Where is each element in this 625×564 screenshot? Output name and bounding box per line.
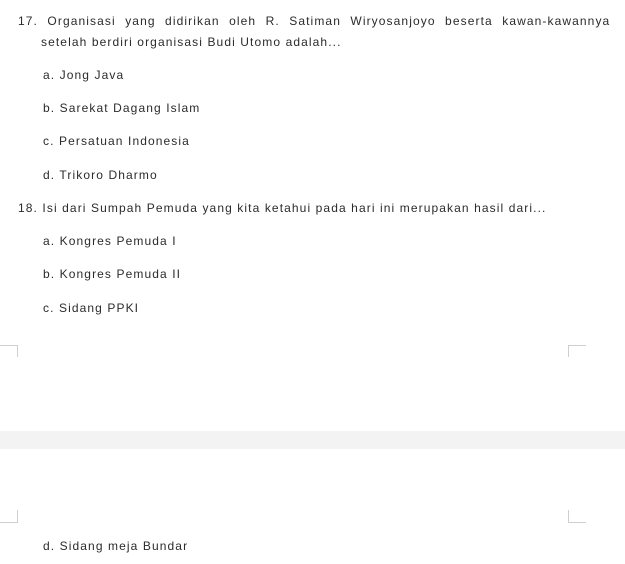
page-corner-mark-bottom-left [0, 510, 18, 523]
q17-option-a: a. Jong Java [43, 68, 125, 82]
page-corner-mark-top-left [0, 345, 18, 357]
q18-option-d: d. Sidang meja Bundar [43, 539, 189, 553]
question-17-text-continued: setelah berdiri organisasi Budi Utomo adalah... [41, 35, 342, 49]
page-corner-mark-bottom-right [568, 510, 586, 523]
page-corner-mark-top-right [568, 345, 586, 357]
question-18-text: 18. Isi dari Sumpah Pemuda yang kita ketahui pada hari ini merupakan hasil dari... [18, 201, 547, 215]
q18-option-a: a. Kongres Pemuda I [43, 234, 177, 248]
q18-option-b: b. Kongres Pemuda II [43, 267, 182, 281]
q17-option-b: b. Sarekat Dagang Islam [43, 101, 201, 115]
q18-option-c: c. Sidang PPKI [43, 301, 140, 315]
question-17-text: 17. Organisasi yang didirikan oleh R. Satiman Wiryosanjoyo beserta kawan-kawannya [18, 14, 611, 28]
q17-option-d: d. Trikoro Dharmo [43, 168, 158, 182]
q17-option-c: c. Persatuan Indonesia [43, 134, 190, 148]
page-gap-divider [0, 431, 625, 449]
